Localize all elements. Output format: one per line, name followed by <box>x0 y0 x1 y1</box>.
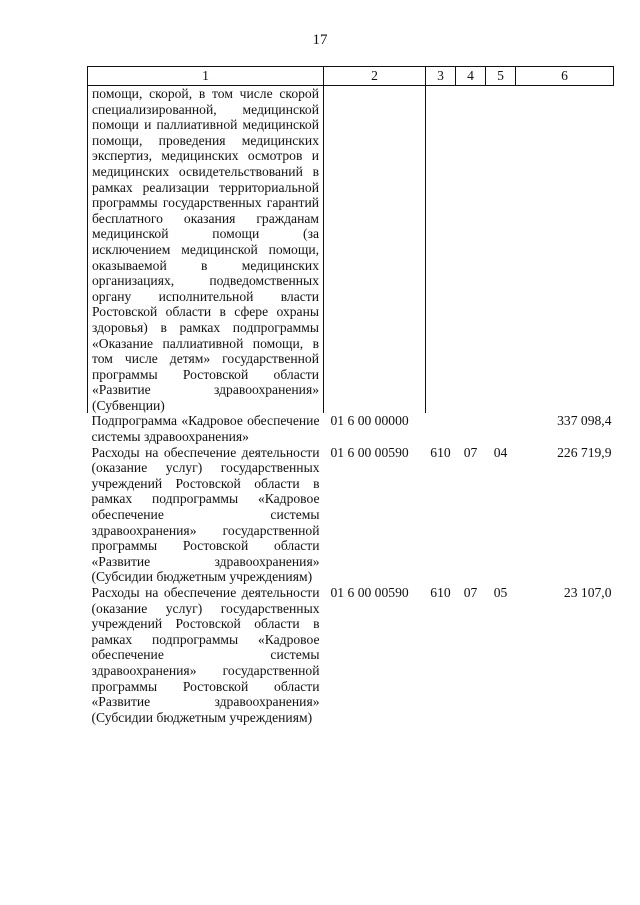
row-section: 07 <box>463 444 478 460</box>
row-subsection: 05 <box>493 585 508 600</box>
row-description: Расходы на обеспечение деятельности (оказание услуг) государственных учреждений Ростовской области в рамках подпрограммы «Кадровое обеспечение системы здравоохранения» государственной программы Ростовской области «Развитие здравоохранения» (Субсидии бюджетным учреждениям) <box>91 585 320 725</box>
row-target-code: 01 6 00 00590 <box>330 444 409 460</box>
row-target-code: 01 6 00 00000 <box>330 413 409 429</box>
row-amount <box>516 86 614 414</box>
row-amount: 23 107,0 <box>563 585 612 600</box>
row-section <box>456 86 486 414</box>
row-amount: 337 098,4 <box>557 413 612 429</box>
header-row <box>88 67 614 86</box>
table-row <box>88 413 614 444</box>
header-col-4: 4 <box>456 67 486 86</box>
row-subsection <box>486 86 516 414</box>
row-section: 07 <box>463 585 478 600</box>
header-col-2: 2 <box>324 67 426 86</box>
table-row <box>88 585 614 725</box>
budget-table <box>87 66 614 725</box>
table-row <box>88 445 614 585</box>
row-section <box>456 413 486 444</box>
row-target-code <box>324 86 426 414</box>
row-expense-type: 610 <box>430 444 451 460</box>
row-target-code: 01 6 00 00590 <box>330 585 409 600</box>
table-row <box>88 86 614 414</box>
header-col-5: 5 <box>486 67 516 86</box>
row-amount: 226 719,9 <box>557 444 612 460</box>
row-subsection: 04 <box>493 444 508 460</box>
table-header <box>88 67 614 86</box>
row-expense-type: 610 <box>430 585 451 600</box>
header-col-1: 1 <box>88 67 324 86</box>
table-body <box>88 86 614 726</box>
header-col-6: 6 <box>516 67 614 86</box>
row-description: Расходы на обеспечение деятельности (оказание услуг) государственных учреждений Ростовской области в рамках подпрограммы «Кадровое обеспечение системы здравоохранения» государственной программы Ростовской области «Развитие здравоохранения» (Субсидии бюджетным учреждениям) <box>91 444 320 585</box>
row-description: помощи, скорой, в том числе скорой специализированной, медицинской помощи и паллиативной медицинской помощи, проведения медицинских экспертиз, медицинских осмотров и медицинских освидетельствований в рамках реализации территориальной программы государственных гарантий бесплатного оказания гражданам медицинской помощи (за исключением медицинской помощи, оказываемой в медицинских организациях, подведомственных органу исполнительной власти Ростовской области в сфере охраны здоровья) в рамках подпрограммы «Оказание паллиативной помощи, в том числе детям» государственной программы Ростовской области «Развитие здравоохранения» (Субвенции) <box>88 86 324 414</box>
row-expense-type <box>426 413 456 444</box>
row-expense-type <box>426 86 456 414</box>
row-subsection <box>486 413 516 444</box>
page-number: 17 <box>312 32 328 48</box>
row-description: Подпрограмма «Кадровое обеспечение системы здравоохранения» <box>91 413 320 445</box>
header-col-3: 3 <box>426 67 456 86</box>
